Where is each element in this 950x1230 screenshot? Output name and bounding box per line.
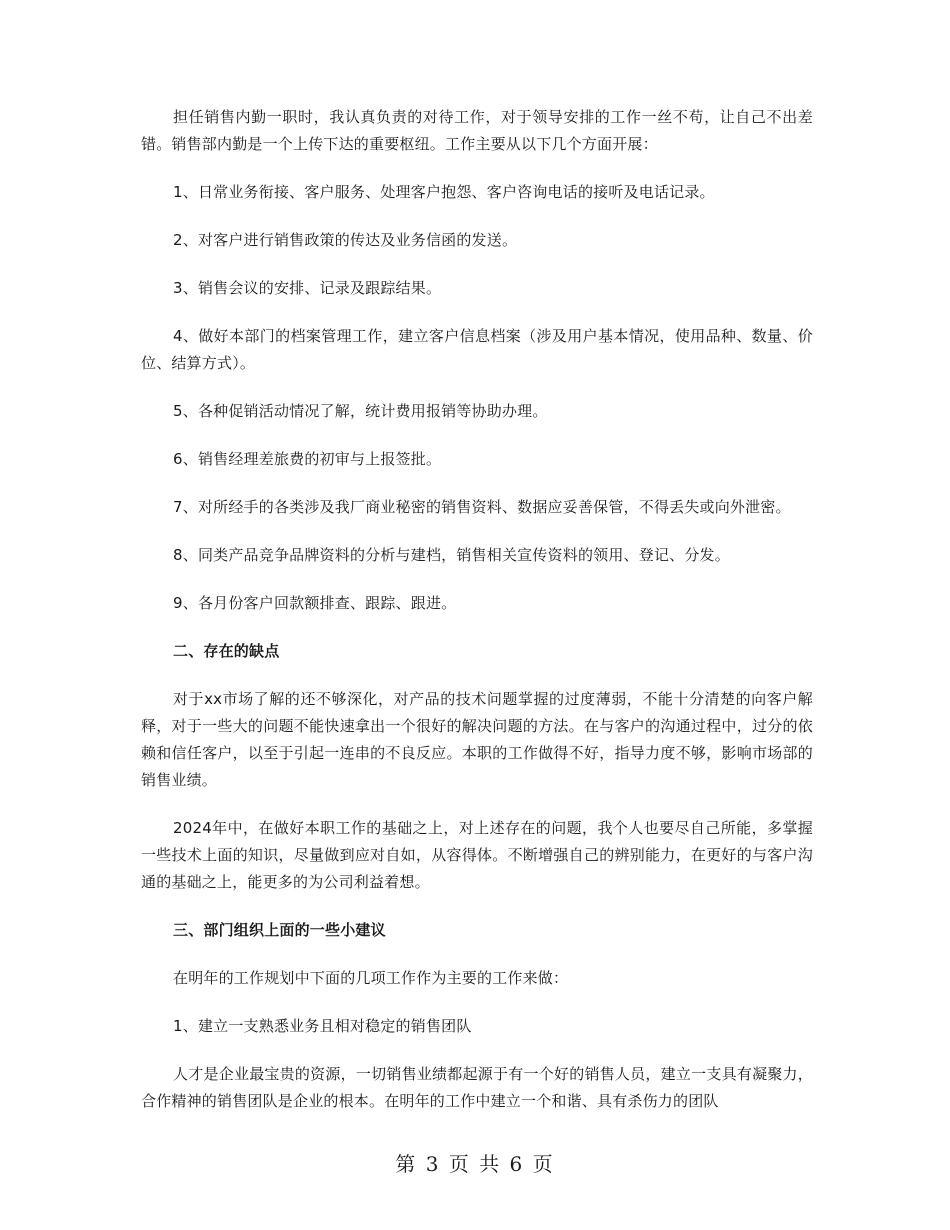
improvement-paragraph: 2024年中，在做好本职工作的基础之上，对上述存在的问题，我个人也要尽自己所能，多掌握一些技术上面的知识，尽量做到应对自如，从容得体。不断增强自己的辨别能力，在更好的与客户沟通的基础之上，能更多的为公司利益着想。	[141, 819, 813, 891]
list-item-5: 5、各种促销活动情况了解，统计费用报销等协助办理。	[173, 402, 548, 420]
page-body	[141, 104, 813, 1136]
suggestion-item-1: 1、建立一支熟悉业务且相对稳定的销售团队	[173, 1017, 472, 1035]
shortcomings-paragraph: 对于xx市场了解的还不够深化，对产品的技术问题掌握的过度薄弱，不能十分清楚的向客户解释，对于一些大的问题不能快速拿出一个很好的解决问题的方法。在与客户的沟通过程中，过分的依赖和信任客户，以至于引起一连串的不良反应。本职的工作做得不好，指导力度不够，影响市场部的销售业绩。	[141, 690, 813, 789]
section-heading-shortcomings: 二、存在的缺点	[173, 642, 280, 660]
page-number-footer: 第 3 页 共 6 页	[395, 1152, 555, 1176]
list-item-8: 8、同类产品竞争品牌资料的分析与建档，销售相关宣传资料的领用、登记、分发。	[173, 546, 730, 564]
list-item-4: 4、做好本部门的档案管理工作，建立客户信息档案（涉及用户基本情况，使用品种、数量、价位、结算方式）。	[141, 327, 813, 372]
section-heading-suggestions: 三、部门组织上面的一些小建议	[173, 921, 386, 939]
list-item-9: 9、各月份客户回款额排查、跟踪、跟进。	[173, 594, 457, 612]
plan-intro-paragraph: 在明年的工作规划中下面的几项工作作为主要的工作来做：	[173, 969, 569, 987]
list-item-3: 3、销售会议的安排、记录及跟踪结果。	[173, 279, 442, 297]
list-item-1: 1、日常业务衔接、客户服务、处理客户抱怨、客户咨询电话的接听及电话记录。	[173, 183, 715, 201]
intro-paragraph: 担任销售内勤一职时，我认真负责的对待工作，对于领导安排的工作一丝不苟，让自己不出差错。销售部内勤是一个上传下达的重要枢纽。工作主要从以下几个方面开展：	[141, 108, 813, 153]
list-item-2: 2、对客户进行销售政策的传达及业务信函的发送。	[173, 231, 518, 249]
team-paragraph: 人才是企业最宝贵的资源，一切销售业绩都起源于有一个好的销售人员，建立一支具有凝聚力，合作精神的销售团队是企业的根本。在明年的工作中建立一个和谐、具有杀伤力的团队	[141, 1065, 813, 1110]
list-item-6: 6、销售经理差旅费的初审与上报签批。	[173, 450, 442, 468]
list-item-7: 7、对所经手的各类涉及我厂商业秘密的销售资料、数据应妥善保管，不得丢失或向外泄密。	[173, 498, 791, 516]
